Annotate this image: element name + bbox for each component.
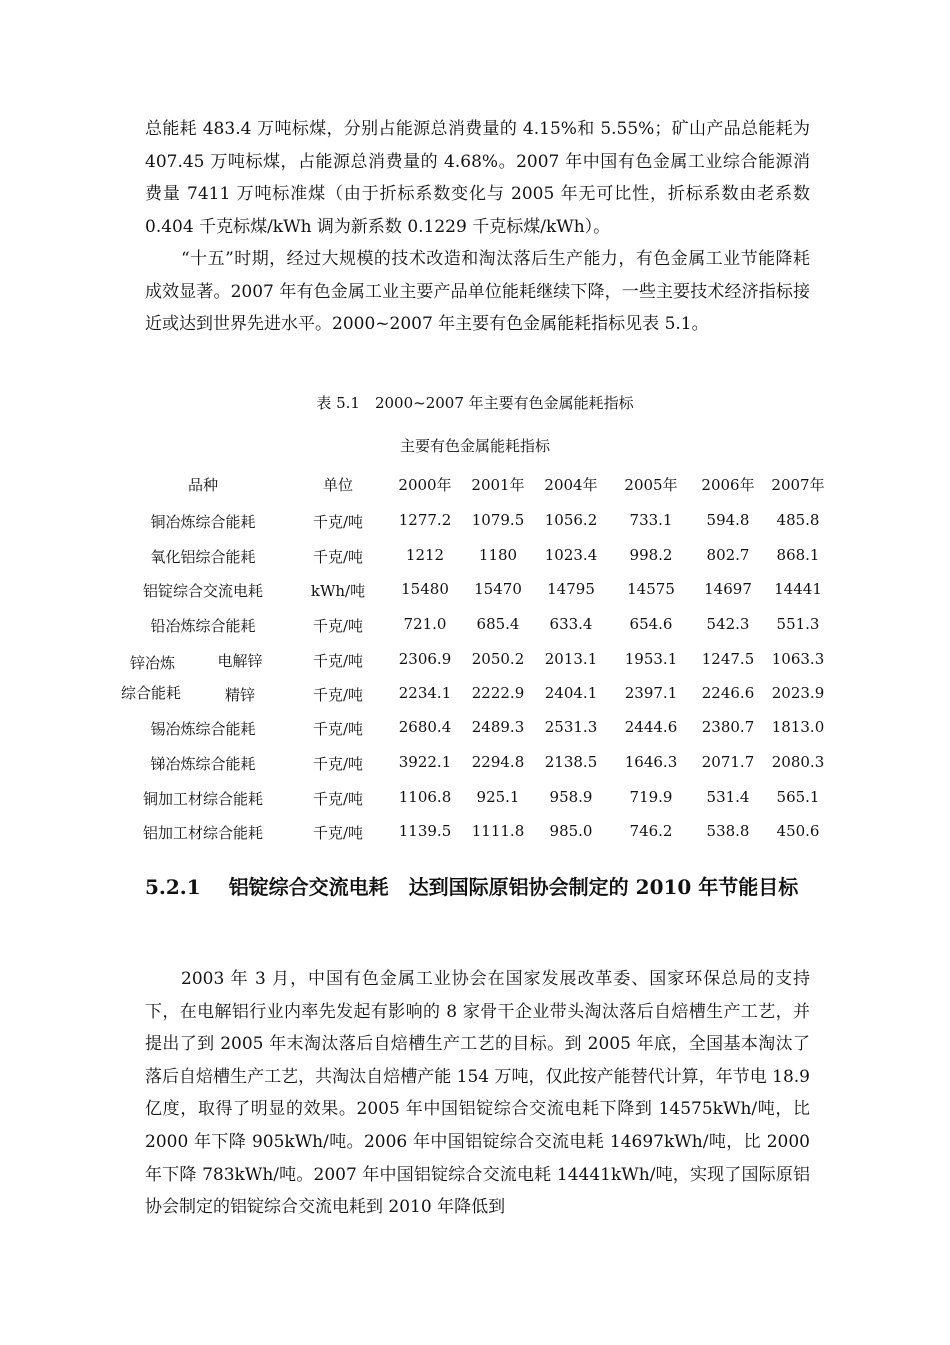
table-value-cell: 1212 — [405, 546, 445, 564]
table-header-cell: 2005年 — [624, 476, 678, 494]
table-value-cell: 14697 — [704, 580, 752, 598]
table-row-name: 氧化铝综合能耗 — [150, 548, 256, 566]
table-value-cell: 633.4 — [549, 615, 593, 633]
table-value-cell: 2404.1 — [544, 684, 598, 702]
table-value-cell: 542.3 — [706, 615, 750, 633]
table-value-cell: 2023.9 — [771, 684, 825, 702]
table-value-cell: 2222.9 — [471, 684, 525, 702]
table-value-cell: 802.7 — [706, 546, 750, 564]
table-value-cell: 2531.3 — [544, 718, 598, 736]
table-row-name: 铜冶炼综合能耗 — [150, 513, 256, 531]
table-value-cell: 2397.1 — [624, 684, 678, 702]
paragraph-energy-consumption: 总能耗 483.4 万吨标煤，分别占能源总消费量的 4.15%和 5.55%；矿山产品总能耗为 407.45 万吨标煤，占能源总消费量的 4.68%。2007 年中国有色金属工业综合能源消费量 7411 万吨标准煤（由于折标系数变化与 2005 年无可比性，折标系数由老系数 0.404 千克标煤/kWh 调为新系数 0.1229 千克标煤/kWh）。 — [145, 119, 810, 237]
table-value-cell: 2380.7 — [701, 718, 755, 736]
table-value-cell: 15470 — [474, 580, 522, 598]
table-subtitle: 主要有色金属能耗指标 — [399, 437, 550, 455]
table-value-cell: 450.6 — [776, 822, 820, 840]
table-value-cell: 685.4 — [476, 615, 520, 633]
table-value-cell: 1953.1 — [624, 650, 678, 668]
table-value-cell: 2138.5 — [544, 753, 598, 771]
table-value-cell: 531.4 — [706, 788, 750, 806]
section-number: 5.2.1 — [145, 875, 201, 899]
table-value-cell: 1813.0 — [771, 718, 825, 736]
table-value-cell: 2080.3 — [771, 753, 825, 771]
table-row-subname: 精锌 — [224, 686, 256, 704]
table-value-cell: 1079.5 — [471, 511, 525, 529]
table-row-name: 锡冶炼综合能耗 — [150, 720, 256, 738]
table-row-unit: 千克/吨 — [312, 755, 364, 773]
table-value-cell: 1180 — [478, 546, 518, 564]
table-row-name: 铝加工材综合能耗 — [142, 824, 264, 842]
paragraph-tenth-five-year-plan: “十五”时期，经过大规模的技术改造和淘汰落后生产能力，有色金属工业节能降耗成效显著。2007 年有色金属工业主要产品单位能耗继续下降，一些主要技术经济指标接近或达到世界先进水平。2000~2007 年主要有色金属能耗指标见表 5.1。 — [145, 249, 810, 335]
table-value-cell: 721.0 — [403, 615, 447, 633]
table-value-cell: 2050.2 — [471, 650, 525, 668]
table-row-unit: 千克/吨 — [312, 824, 364, 842]
table-row-subname: 电解锌 — [217, 652, 263, 670]
table-value-cell: 868.1 — [776, 546, 820, 564]
table-value-cell: 2013.1 — [544, 650, 598, 668]
table-value-cell: 594.8 — [706, 511, 750, 529]
table-value-cell: 14575 — [627, 580, 675, 598]
table-row-name: 铅冶炼综合能耗 — [150, 617, 256, 635]
table-value-cell: 2294.8 — [471, 753, 525, 771]
table-value-cell: 2246.6 — [701, 684, 755, 702]
table-row-name: 铝锭综合交流电耗 — [142, 582, 264, 600]
table-value-cell: 2489.3 — [471, 718, 525, 736]
table-header-cell: 2007年 — [771, 476, 825, 494]
table-group-label: 锌冶炼 — [130, 654, 176, 672]
table-caption: 表 5.1 2000~2007 年主要有色金属能耗指标 — [316, 394, 634, 412]
table-value-cell: 1056.2 — [544, 511, 598, 529]
table-header-cell: 品种 — [187, 476, 219, 494]
table-value-cell: 1106.8 — [398, 788, 452, 806]
paragraph-aluminum-energy: 2003 年 3 月，中国有色金属工业协会在国家发展改革委、国家环保总局的支持下，在电解铝行业内率先发起有影响的 8 家骨干企业带头淘汰落后自焙槽生产工艺，并提出了到 2005 年末淘汰落后自焙槽生产工艺的目标。到 2005 年底，全国基本淘汰了落后自焙槽生产工艺，共淘汰自焙槽产能 154 万吨，仅此按产能替代计算，年节电 18.9 亿度，取得了明显的效果。2005 年中国铝锭综合交流电耗下降到 14575kWh/吨，比 2000 年下降 905kWh/吨。2006 年中国铝锭综合交流电耗 14697kWh/吨，比 2000 年下降 783kWh/吨。2007 年中国铝锭综合交流电耗 14441kWh/吨，实现了国际原铝协会制定的铝锭综合交流电耗到 2010 年降低到 — [145, 969, 810, 1218]
table-row-unit: 千克/吨 — [312, 790, 364, 808]
table-row-unit: 千克/吨 — [312, 548, 364, 566]
table-value-cell: 1277.2 — [398, 511, 452, 529]
table-value-cell: 2071.7 — [701, 753, 755, 771]
table-value-cell: 15480 — [401, 580, 449, 598]
table-header-cell: 2004年 — [544, 476, 598, 494]
table-value-cell: 485.8 — [776, 511, 820, 529]
table-row-unit: 千克/吨 — [312, 720, 364, 738]
section-title: 铝锭综合交流电耗 达到国际原铝协会制定的 2010 年节能目标 — [228, 875, 799, 899]
table-value-cell: 733.1 — [629, 511, 673, 529]
table-value-cell: 551.3 — [776, 615, 820, 633]
table-value-cell: 2680.4 — [398, 718, 452, 736]
table-value-cell: 14441 — [774, 580, 822, 598]
table-value-cell: 1111.8 — [471, 822, 525, 840]
table-value-cell: 1063.3 — [771, 650, 825, 668]
table-row-unit: 千克/吨 — [312, 513, 364, 531]
table-header-cell: 2000年 — [398, 476, 452, 494]
table-value-cell: 2306.9 — [398, 650, 452, 668]
table-value-cell: 538.8 — [706, 822, 750, 840]
table-value-cell: 14795 — [547, 580, 595, 598]
table-row-name: 锑冶炼综合能耗 — [150, 755, 256, 773]
table-value-cell: 1247.5 — [701, 650, 755, 668]
table-value-cell: 985.0 — [549, 822, 593, 840]
table-row-unit: kWh/吨 — [310, 582, 366, 600]
table-value-cell: 925.1 — [476, 788, 520, 806]
table-value-cell: 998.2 — [629, 546, 673, 564]
section-heading — [145, 871, 810, 903]
table-row-unit: 千克/吨 — [312, 617, 364, 635]
table-value-cell: 654.6 — [629, 615, 673, 633]
table-row-unit: 千克/吨 — [312, 652, 364, 670]
table-value-cell: 565.1 — [776, 788, 820, 806]
table-header-cell: 单位 — [322, 476, 354, 494]
table-row-unit: 千克/吨 — [312, 686, 364, 704]
table-value-cell: 3922.1 — [398, 753, 452, 771]
table-value-cell: 1646.3 — [624, 753, 678, 771]
table-value-cell: 2444.6 — [624, 718, 678, 736]
table-header-cell: 2006年 — [701, 476, 755, 494]
table-value-cell: 746.2 — [629, 822, 673, 840]
table-value-cell: 719.9 — [629, 788, 673, 806]
table-value-cell: 1139.5 — [398, 822, 452, 840]
table-value-cell: 2234.1 — [398, 684, 452, 702]
table-header-cell: 2001年 — [471, 476, 525, 494]
table-group-label: 综合能耗 — [121, 684, 182, 702]
table-value-cell: 1023.4 — [544, 546, 598, 564]
table-row-name: 铜加工材综合能耗 — [142, 790, 264, 808]
table-value-cell: 958.9 — [549, 788, 593, 806]
